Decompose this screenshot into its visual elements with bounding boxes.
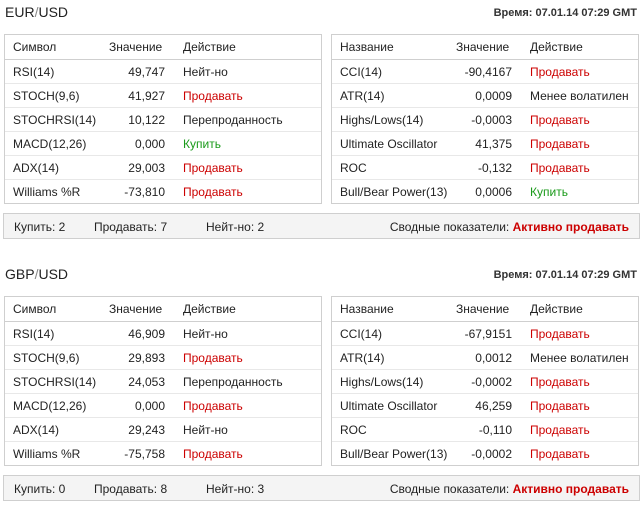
- table-row: [332, 370, 638, 394]
- summary-buy-count: Купить: 0: [14, 482, 66, 496]
- summary-label: Сводные показатели:: [389, 220, 510, 234]
- summary-neutral-count: Нейт-но: 2: [206, 220, 265, 234]
- pair-title: [5, 4, 68, 20]
- indicator-value: 10,122: [103, 108, 175, 132]
- indicator-value: 46,259: [450, 394, 522, 418]
- indicator-value: -67,9151: [464, 326, 512, 341]
- indicator-name: STOCH(9,6): [5, 346, 103, 370]
- indicator-name: Ultimate Oscillator: [332, 394, 450, 418]
- col-header-value: Значение: [103, 297, 175, 322]
- indicator-action: Нейт-но: [183, 64, 228, 79]
- table-row: [332, 346, 638, 370]
- table-row: [5, 442, 321, 466]
- indicator-action: Перепроданность: [175, 370, 321, 394]
- summary-verdict: Активно продавать: [512, 220, 629, 234]
- indicator-value: 46,909: [128, 326, 165, 341]
- summary-bar: [3, 475, 640, 501]
- indicator-name: STOCHRSI(14): [5, 370, 103, 394]
- col-header-name: Название: [332, 35, 450, 60]
- indicator-action: Продавать: [175, 156, 321, 180]
- indicator-action: Менее волатилен: [522, 84, 638, 108]
- col-header-value: Значение: [103, 35, 175, 60]
- table-row: [332, 322, 638, 346]
- indicator-name: STOCH(9,6): [5, 84, 103, 108]
- table-row: [332, 156, 638, 180]
- indicator-name: MACD(12,26): [5, 132, 103, 156]
- table-row: [332, 180, 638, 204]
- pair-quote: USD: [38, 4, 69, 20]
- indicator-name: CCI(14): [340, 64, 383, 79]
- indicator-action: Продавать: [175, 84, 321, 108]
- indicator-action: Продавать: [530, 326, 590, 341]
- table-row: [5, 322, 321, 346]
- indicator-value: 49,747: [128, 64, 165, 79]
- indicator-name: ATR(14): [332, 84, 450, 108]
- indicator-action: Купить: [522, 180, 638, 204]
- summary-sell-count: Продавать: 8: [94, 482, 168, 496]
- indicator-value: 41,927: [103, 84, 175, 108]
- table-header-row: [332, 35, 638, 60]
- currency-pair-section: [0, 262, 642, 507]
- table-row: [332, 84, 638, 108]
- table-row: [5, 370, 321, 394]
- indicator-name: Williams %R: [5, 442, 103, 466]
- indicator-action: Продавать: [522, 394, 638, 418]
- table-row: [5, 418, 321, 442]
- indicator-value: 41,375: [450, 132, 522, 156]
- col-header-action: Действие: [522, 297, 638, 322]
- summary-verdict: Активно продавать: [512, 482, 629, 496]
- indicator-name: ROC: [332, 156, 450, 180]
- indicator-value: -90,4167: [464, 64, 512, 79]
- indicator-action: Продавать: [522, 108, 638, 132]
- indicator-value: 0,0006: [450, 180, 522, 204]
- indicator-action: Продавать: [175, 180, 321, 204]
- summary-result: [390, 482, 629, 496]
- indicator-name: CCI(14): [340, 326, 383, 341]
- indicator-value: -73,810: [103, 180, 175, 204]
- indicator-value: 24,053: [103, 370, 175, 394]
- section-header: [0, 262, 642, 284]
- summary-bar: [3, 213, 640, 239]
- col-header-symbol: Символ: [5, 35, 103, 60]
- indicator-name: Bull/Bear Power(13): [332, 180, 450, 204]
- pair-base: EUR: [5, 4, 35, 20]
- indicator-name: Williams %R: [5, 180, 103, 204]
- table-row: [332, 108, 638, 132]
- indicator-value: -0,110: [450, 418, 522, 442]
- col-header-symbol: Символ: [5, 297, 103, 322]
- table-row: [5, 60, 321, 84]
- table-row: [332, 418, 638, 442]
- indicator-name: RSI(14): [13, 64, 55, 79]
- indicator-value: -0,0002: [450, 442, 522, 466]
- indicator-name: ADX(14): [5, 418, 103, 442]
- indicator-value: -0,132: [450, 156, 522, 180]
- indicator-name: MACD(12,26): [5, 394, 103, 418]
- pair-separator: /: [34, 4, 39, 20]
- oscillators-table: [4, 296, 322, 466]
- indicator-action: Менее волатилен: [522, 346, 638, 370]
- summary-label: Сводные показатели:: [389, 482, 510, 496]
- summary-sell-count: Продавать: 7: [94, 220, 168, 234]
- col-header-action: Действие: [522, 35, 638, 60]
- timestamp: Время: 07.01.14 07:29 GMT: [493, 269, 637, 281]
- pair-title: [5, 266, 68, 282]
- indicator-name: Ultimate Oscillator: [332, 132, 450, 156]
- table-row: [332, 394, 638, 418]
- indicator-action: Продавать: [522, 132, 638, 156]
- timestamp: Время: 07.01.14 07:29 GMT: [493, 7, 637, 19]
- indicator-name: RSI(14): [13, 326, 55, 341]
- table-header-row: [5, 297, 321, 322]
- pair-separator: /: [34, 266, 39, 282]
- pair-quote: USD: [38, 266, 69, 282]
- indicator-action: Продавать: [522, 442, 638, 466]
- col-header-action: Действие: [175, 35, 321, 60]
- table-header-row: [5, 35, 321, 60]
- indicator-name: Highs/Lows(14): [332, 370, 450, 394]
- table-row: [5, 108, 321, 132]
- table-row: [5, 132, 321, 156]
- col-header-action: Действие: [175, 297, 321, 322]
- indicator-action: Продавать: [175, 394, 321, 418]
- indicator-action: Продавать: [522, 370, 638, 394]
- currency-pair-section: [0, 0, 642, 245]
- table-row: [5, 346, 321, 370]
- indicator-value: -0,0003: [450, 108, 522, 132]
- indicator-value: 0,000: [103, 394, 175, 418]
- col-header-value: Значение: [450, 35, 522, 60]
- indicator-name: Bull/Bear Power(13): [332, 442, 450, 466]
- indicator-name: ATR(14): [332, 346, 450, 370]
- summary-result: [390, 220, 629, 234]
- indicator-action: Продавать: [522, 156, 638, 180]
- indicator-action: Продавать: [522, 418, 638, 442]
- table-row: [5, 394, 321, 418]
- indicator-action: Продавать: [530, 64, 590, 79]
- table-row: [332, 60, 638, 84]
- table-row: [332, 442, 638, 466]
- indicator-action: Купить: [175, 132, 321, 156]
- indicator-name: ROC: [332, 418, 450, 442]
- indicator-value: 0,0012: [450, 346, 522, 370]
- summary-buy-count: Купить: 2: [14, 220, 66, 234]
- indicators-table: [331, 296, 639, 466]
- indicator-value: 29,893: [103, 346, 175, 370]
- indicator-value: -0,0002: [450, 370, 522, 394]
- indicator-action: Продавать: [175, 346, 321, 370]
- col-header-name: Название: [332, 297, 450, 322]
- table-row: [5, 84, 321, 108]
- indicator-action: Перепроданность: [175, 108, 321, 132]
- indicator-value: -75,758: [103, 442, 175, 466]
- indicator-name: Highs/Lows(14): [332, 108, 450, 132]
- col-header-value: Значение: [450, 297, 522, 322]
- indicator-value: 29,243: [103, 418, 175, 442]
- indicator-action: Продавать: [175, 442, 321, 466]
- oscillators-table: [4, 34, 322, 204]
- indicator-name: STOCHRSI(14): [5, 108, 103, 132]
- table-row: [332, 132, 638, 156]
- pair-base: GBP: [5, 266, 35, 282]
- indicator-name: ADX(14): [5, 156, 103, 180]
- indicators-table: [331, 34, 639, 204]
- indicator-action: Нейт-но: [183, 326, 228, 341]
- table-header-row: [332, 297, 638, 322]
- indicator-value: 0,0009: [450, 84, 522, 108]
- indicator-value: 0,000: [103, 132, 175, 156]
- summary-neutral-count: Нейт-но: 3: [206, 482, 265, 496]
- indicator-action: Нейт-но: [175, 418, 321, 442]
- table-row: [5, 156, 321, 180]
- section-header: [0, 0, 642, 22]
- indicator-value: 29,003: [103, 156, 175, 180]
- table-row: [5, 180, 321, 204]
